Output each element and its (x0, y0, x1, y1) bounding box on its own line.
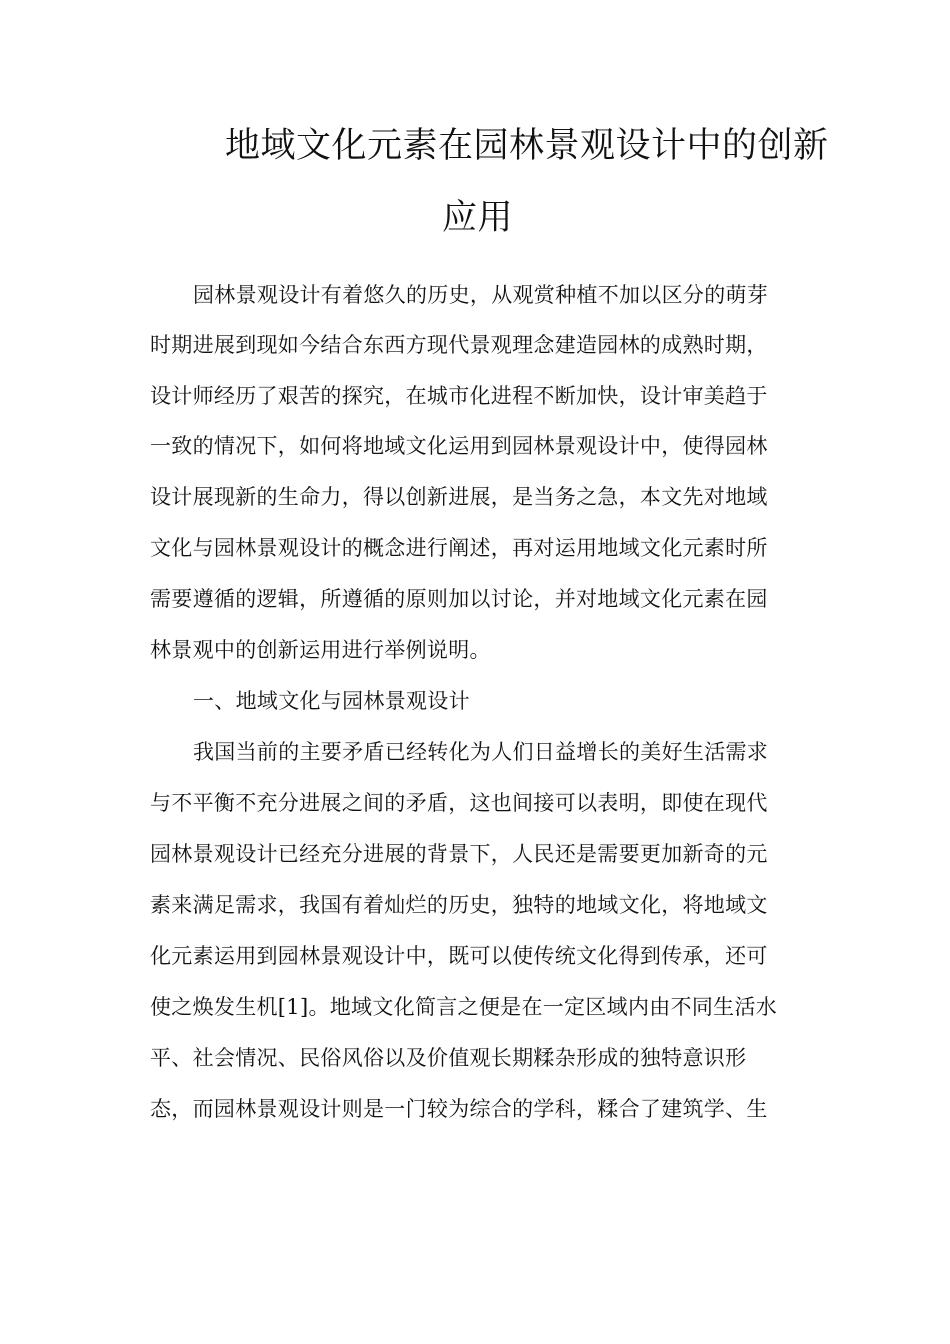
body-line: 设计师经历了艰苦的探究，在城市化进程不断加快，设计审美趋于 (150, 384, 768, 408)
section-heading: 一、地域文化与园林景观设计 (193, 689, 470, 713)
body-line: 需要遵循的逻辑，所遵循的原则加以讨论，并对地域文化元素在园 (150, 587, 768, 611)
body-line: 一致的情况下，如何将地域文化运用到园林景观设计中，使得园林 (150, 434, 768, 458)
body-line: 使之焕发生机[1]。地域文化简言之便是在一定区域内由不同生活水 (150, 995, 778, 1019)
body-line: 化元素运用到园林景观设计中，既可以使传统文化得到传承，还可 (150, 944, 768, 968)
body-line: 时期进展到现如今结合东西方现代景观理念建造园林的成熟时期， (150, 333, 768, 357)
body-line: 园林景观设计有着悠久的历史，从观赏种植不加以区分的萌芽 (193, 283, 769, 307)
document-title-line-1: 地域文化元素在园林景观设计中的创新 (225, 126, 829, 166)
body-line: 与不平衡不充分进展之间的矛盾，这也间接可以表明，即使在现代 (150, 791, 768, 815)
body-line: 文化与园林景观设计的概念进行阐述，再对运用地域文化元素时所 (150, 536, 768, 560)
document-title-line-2: 应用 (442, 198, 514, 238)
body-line: 素来满足需求，我国有着灿烂的历史，独特的地域文化，将地域文 (150, 893, 768, 917)
body-line: 态，而园林景观设计则是一门较为综合的学科，糅合了建筑学、生 (150, 1097, 768, 1121)
body-line: 我国当前的主要矛盾已经转化为人们日益增长的美好生活需求 (193, 740, 769, 764)
body-line: 林景观中的创新运用进行举例说明。 (150, 638, 491, 662)
body-line: 园林景观设计已经充分进展的背景下，人民还是需要更加新奇的元 (150, 842, 768, 866)
body-line: 设计展现新的生命力，得以创新进展，是当务之急，本文先对地域 (150, 485, 768, 509)
body-line: 平、社会情况、民俗风俗以及价值观长期糅杂形成的独特意识形 (150, 1046, 747, 1070)
